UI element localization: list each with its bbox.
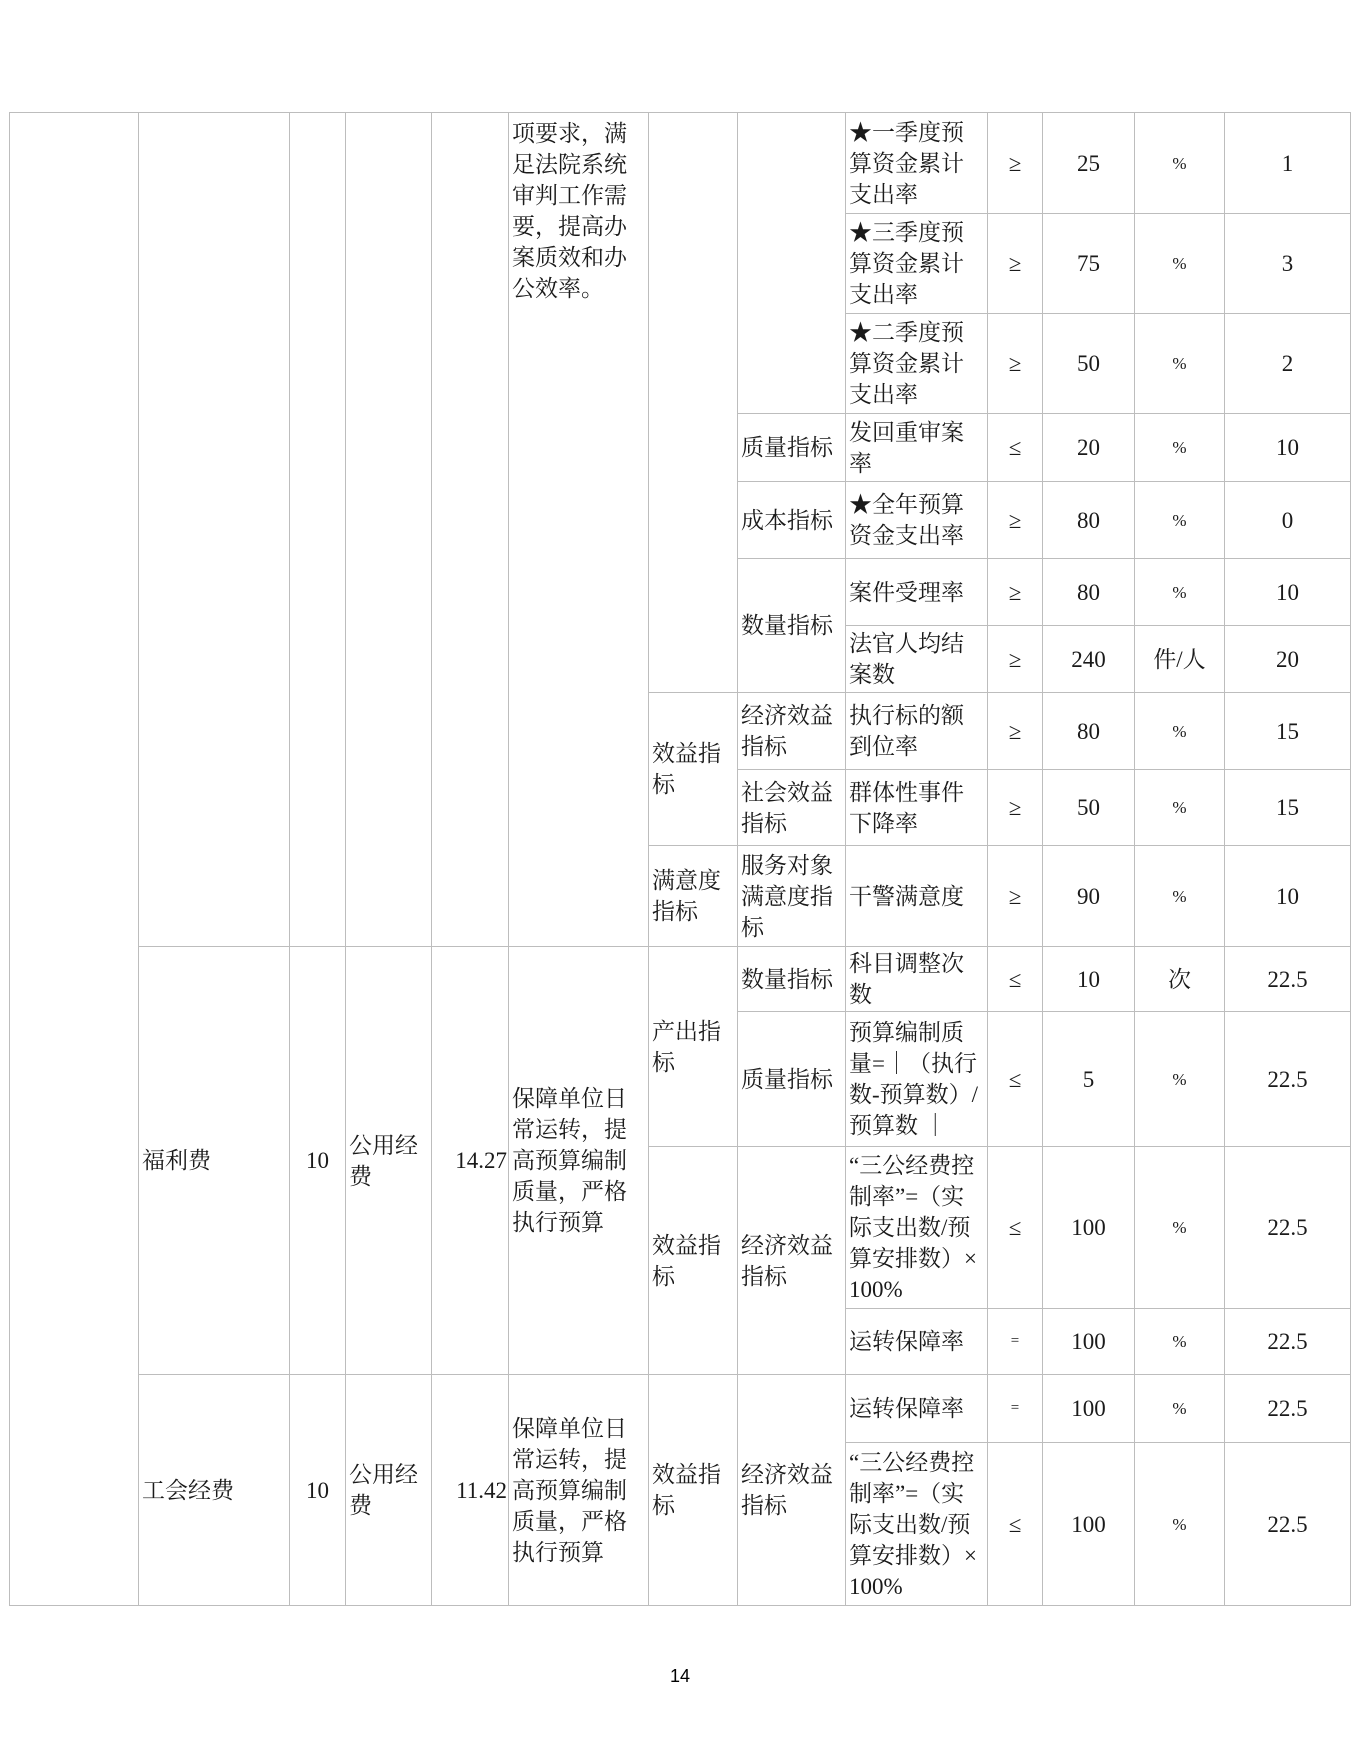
empty-cell bbox=[10, 113, 139, 1606]
goal-cell: 项要求，满足法院系统审判工作需要，提高办案质效和办公效率。 bbox=[509, 113, 649, 947]
target-value-cell: 80 bbox=[1043, 559, 1135, 626]
level2-indicator-cell: 成本指标 bbox=[738, 482, 846, 559]
indicator-cell: 群体性事件下降率 bbox=[846, 770, 988, 846]
unit-cell: % bbox=[1135, 414, 1225, 482]
target-value-cell: 100 bbox=[1043, 1375, 1135, 1443]
level2-indicator-cell: 经济效益指标 bbox=[738, 693, 846, 770]
operator-cell: ≥ bbox=[988, 559, 1043, 626]
goal-cell: 保障单位日常运转，提高预算编制质量，严格执行预算 bbox=[509, 1375, 649, 1606]
weight-cell: 2 bbox=[1225, 314, 1351, 414]
level1-indicator-cell: 效益指标 bbox=[649, 1147, 738, 1375]
fund-type-cell: 公用经费 bbox=[346, 1375, 432, 1606]
target-value-cell: 100 bbox=[1043, 1309, 1135, 1375]
level2-indicator-cell: 服务对象满意度指标 bbox=[738, 846, 846, 947]
empty-cell bbox=[290, 113, 346, 947]
level2-indicator-cell: 经济效益指标 bbox=[738, 1375, 846, 1606]
unit-cell: % bbox=[1135, 1309, 1225, 1375]
weight-cell: 22.5 bbox=[1225, 947, 1351, 1012]
target-value-cell: 10 bbox=[1043, 947, 1135, 1012]
level1-indicator-cell: 满意度指标 bbox=[649, 846, 738, 947]
indicator-cell: “三公经费控制率”=（实际支出数/预算安排数）×100% bbox=[846, 1443, 988, 1606]
target-value-cell: 5 bbox=[1043, 1012, 1135, 1147]
operator-cell: ≤ bbox=[988, 947, 1043, 1012]
level2-indicator-cell: 质量指标 bbox=[738, 414, 846, 482]
amount-cell: 11.42 bbox=[432, 1375, 509, 1606]
operator-cell: ≥ bbox=[988, 314, 1043, 414]
operator-cell: ≥ bbox=[988, 214, 1043, 314]
operator-cell: ≥ bbox=[988, 626, 1043, 693]
operator-cell: ≤ bbox=[988, 1147, 1043, 1309]
target-value-cell: 100 bbox=[1043, 1147, 1135, 1309]
operator-cell: ≥ bbox=[988, 693, 1043, 770]
unit-cell: % bbox=[1135, 846, 1225, 947]
level2-indicator-cell: 社会效益指标 bbox=[738, 770, 846, 846]
target-value-cell: 240 bbox=[1043, 626, 1135, 693]
operator-cell: ≤ bbox=[988, 1012, 1043, 1147]
unit-cell: % bbox=[1135, 113, 1225, 214]
weight-cell: 3 bbox=[1225, 214, 1351, 314]
unit-cell: % bbox=[1135, 314, 1225, 414]
weight-cell: 15 bbox=[1225, 693, 1351, 770]
level2-indicator-cell: 数量指标 bbox=[738, 947, 846, 1012]
indicator-cell: ★一季度预算资金累计支出率 bbox=[846, 113, 988, 214]
indicator-cell: 法官人均结案数 bbox=[846, 626, 988, 693]
weight-cell: 20 bbox=[1225, 626, 1351, 693]
fund-type-cell: 公用经费 bbox=[346, 947, 432, 1375]
level1-indicator-cell: 效益指标 bbox=[649, 1375, 738, 1606]
indicator-cell: 案件受理率 bbox=[846, 559, 988, 626]
item-score-cell: 10 bbox=[290, 947, 346, 1375]
unit-cell: % bbox=[1135, 770, 1225, 846]
empty-cell bbox=[139, 113, 290, 947]
operator-cell: ≤ bbox=[988, 414, 1043, 482]
target-value-cell: 50 bbox=[1043, 770, 1135, 846]
weight-cell: 10 bbox=[1225, 414, 1351, 482]
weight-cell: 22.5 bbox=[1225, 1443, 1351, 1606]
unit-cell: % bbox=[1135, 482, 1225, 559]
unit-cell: % bbox=[1135, 1012, 1225, 1147]
operator-cell: ≥ bbox=[988, 846, 1043, 947]
unit-cell: % bbox=[1135, 559, 1225, 626]
indicator-cell: 运转保障率 bbox=[846, 1375, 988, 1443]
indicator-cell: “三公经费控制率”=（实际支出数/预算安排数）×100% bbox=[846, 1147, 988, 1309]
performance-indicator-table bbox=[9, 112, 1351, 1606]
indicator-cell: ★二季度预算资金累计支出率 bbox=[846, 314, 988, 414]
level1-indicator-cell: 产出指标 bbox=[649, 947, 738, 1147]
operator-cell: = bbox=[988, 1309, 1043, 1375]
indicator-cell: 预算编制质量=｜（执行数-预算数）/预算数 ｜ bbox=[846, 1012, 988, 1147]
indicator-cell: 运转保障率 bbox=[846, 1309, 988, 1375]
operator-cell: ≥ bbox=[988, 113, 1043, 214]
empty-cell bbox=[649, 113, 738, 693]
indicator-cell: ★全年预算资金支出率 bbox=[846, 482, 988, 559]
level1-indicator-cell: 效益指标 bbox=[649, 693, 738, 846]
table-row bbox=[10, 113, 1351, 214]
target-value-cell: 80 bbox=[1043, 693, 1135, 770]
weight-cell: 22.5 bbox=[1225, 1375, 1351, 1443]
item-name-cell: 工会经费 bbox=[139, 1375, 290, 1606]
operator-cell: ≤ bbox=[988, 1443, 1043, 1606]
level2-indicator-cell: 经济效益指标 bbox=[738, 1147, 846, 1375]
unit-cell: % bbox=[1135, 214, 1225, 314]
weight-cell: 22.5 bbox=[1225, 1012, 1351, 1147]
weight-cell: 0 bbox=[1225, 482, 1351, 559]
target-value-cell: 90 bbox=[1043, 846, 1135, 947]
empty-cell bbox=[738, 113, 846, 414]
item-score-cell: 10 bbox=[290, 1375, 346, 1606]
page-number: 14 bbox=[669, 1666, 691, 1686]
unit-cell: 次 bbox=[1135, 947, 1225, 1012]
target-value-cell: 100 bbox=[1043, 1443, 1135, 1606]
table-row bbox=[10, 1375, 1351, 1443]
weight-cell: 22.5 bbox=[1225, 1309, 1351, 1375]
item-name-cell: 福利费 bbox=[139, 947, 290, 1375]
amount-cell: 14.27 bbox=[432, 947, 509, 1375]
unit-cell: % bbox=[1135, 1147, 1225, 1309]
indicator-cell: ★三季度预算资金累计支出率 bbox=[846, 214, 988, 314]
weight-cell: 1 bbox=[1225, 113, 1351, 214]
target-value-cell: 25 bbox=[1043, 113, 1135, 214]
weight-cell: 10 bbox=[1225, 846, 1351, 947]
indicator-cell: 执行标的额到位率 bbox=[846, 693, 988, 770]
table-row bbox=[10, 947, 1351, 1012]
weight-cell: 15 bbox=[1225, 770, 1351, 846]
weight-cell: 22.5 bbox=[1225, 1147, 1351, 1309]
target-value-cell: 75 bbox=[1043, 214, 1135, 314]
empty-cell bbox=[432, 113, 509, 947]
operator-cell: ≥ bbox=[988, 482, 1043, 559]
target-value-cell: 20 bbox=[1043, 414, 1135, 482]
weight-cell: 10 bbox=[1225, 559, 1351, 626]
indicator-cell: 科目调整次数 bbox=[846, 947, 988, 1012]
unit-cell: % bbox=[1135, 693, 1225, 770]
operator-cell: = bbox=[988, 1375, 1043, 1443]
unit-cell: % bbox=[1135, 1443, 1225, 1606]
goal-cell: 保障单位日常运转，提高预算编制质量，严格执行预算 bbox=[509, 947, 649, 1375]
level2-indicator-cell: 数量指标 bbox=[738, 559, 846, 693]
indicator-cell: 发回重审案率 bbox=[846, 414, 988, 482]
target-value-cell: 50 bbox=[1043, 314, 1135, 414]
unit-cell: 件/人 bbox=[1135, 626, 1225, 693]
target-value-cell: 80 bbox=[1043, 482, 1135, 559]
unit-cell: % bbox=[1135, 1375, 1225, 1443]
operator-cell: ≥ bbox=[988, 770, 1043, 846]
empty-cell bbox=[346, 113, 432, 947]
level2-indicator-cell: 质量指标 bbox=[738, 1012, 846, 1147]
indicator-cell: 干警满意度 bbox=[846, 846, 988, 947]
